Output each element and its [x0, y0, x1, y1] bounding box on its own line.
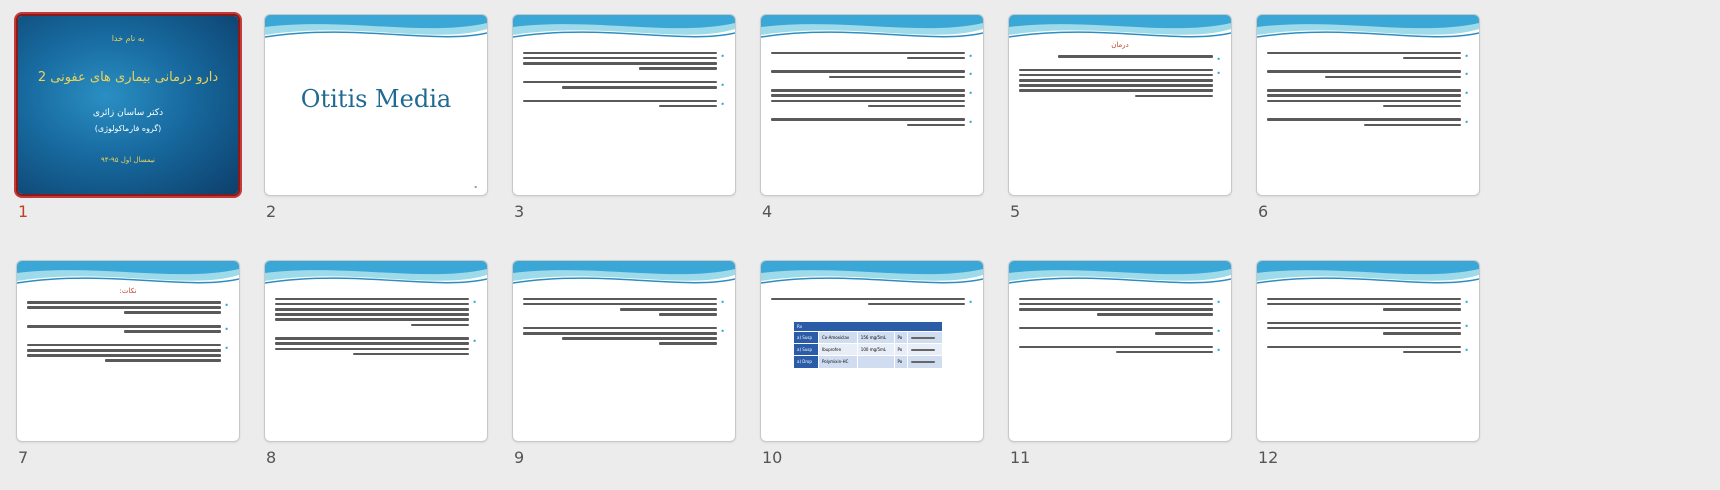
header-wave — [265, 261, 487, 295]
title-slide-background — [18, 16, 238, 194]
slide-preview — [1008, 260, 1232, 442]
slide-preview — [760, 260, 984, 442]
slide-preview — [1256, 14, 1480, 196]
slide-number: 8 — [266, 448, 277, 467]
slide-thumbnail-12[interactable] — [1256, 260, 1480, 490]
slide-number: 1 — [18, 202, 29, 221]
slide-number: 3 — [514, 202, 525, 221]
slide-preview — [16, 260, 240, 442]
slide-sorter-grid — [16, 14, 1480, 490]
slide-thumbnail-10[interactable] — [760, 260, 984, 490]
header-wave — [1257, 261, 1479, 295]
slide-body — [275, 295, 477, 366]
table-row: a) Drop Polymixin-HC Po — [794, 356, 943, 368]
slide-body — [771, 49, 973, 137]
header-wave — [513, 15, 735, 49]
title-slide-bismillah: به نام خدا — [111, 34, 145, 43]
header-wave — [1009, 261, 1231, 295]
slide-heading: نکات: — [119, 287, 137, 295]
slide-number: 7 — [18, 448, 29, 467]
prescription-table — [793, 321, 943, 369]
slide-thumbnail-9[interactable] — [512, 260, 736, 490]
slide-thumbnail-1[interactable] — [16, 14, 240, 244]
header-wave — [265, 15, 487, 49]
slide-heading: درمان — [1111, 41, 1129, 49]
slide-preview — [760, 14, 984, 196]
header-wave — [761, 261, 983, 295]
slide-title: Otitis Media — [300, 85, 452, 113]
slide-preview — [512, 260, 736, 442]
header-wave — [761, 15, 983, 49]
slide-body — [1019, 295, 1221, 364]
slide-number: 2 — [266, 202, 277, 221]
slide-number: 12 — [1258, 448, 1279, 467]
slide-body — [523, 295, 725, 356]
slide-number: 6 — [1258, 202, 1269, 221]
slide-body — [1267, 49, 1469, 137]
slide-body — [1019, 41, 1221, 108]
slide-body — [771, 295, 973, 316]
slide-thumbnail-5[interactable] — [1008, 14, 1232, 244]
header-wave — [513, 261, 735, 295]
slide-preview — [264, 14, 488, 196]
slide-body — [1267, 295, 1469, 364]
slide-preview — [1008, 14, 1232, 196]
table-row: a) Susp Ibuprofen 100 mg/5mL Po — [794, 344, 943, 356]
header-wave — [1257, 15, 1479, 49]
slide-number: 4 — [762, 202, 773, 221]
slide-body — [27, 287, 229, 373]
slide-preview — [512, 14, 736, 196]
slide-number: 5 — [1010, 202, 1021, 221]
title-slide-department: (گروه فارماکولوژی) — [94, 124, 162, 133]
slide-thumbnail-4[interactable] — [760, 14, 984, 244]
slide-thumbnail-8[interactable] — [264, 260, 488, 490]
slide-preview — [16, 14, 240, 196]
title-slide-author: دکتر ساسان زائری — [92, 108, 164, 118]
slide-thumbnail-11[interactable] — [1008, 260, 1232, 490]
slide-body — [523, 49, 725, 118]
table-header: Rx — [794, 322, 943, 332]
table-row: a) Susp Co-Amoxiclav 156 mg/5mL Po — [794, 332, 943, 344]
page-mark: ▪ — [474, 184, 477, 189]
slide-thumbnail-7[interactable] — [16, 260, 240, 490]
slide-number: 11 — [1010, 448, 1031, 467]
slide-preview — [1256, 260, 1480, 442]
slide-thumbnail-2[interactable] — [264, 14, 488, 244]
slide-number: 10 — [762, 448, 783, 467]
slide-number: 9 — [514, 448, 525, 467]
title-slide-title: دارو درمانی بیماری های عفونی 2 — [37, 70, 219, 85]
title-slide-semester: نیمسال اول ۹۵-۹۴ — [100, 156, 156, 164]
slide-thumbnail-6[interactable] — [1256, 14, 1480, 244]
slide-thumbnail-3[interactable] — [512, 14, 736, 244]
slide-preview — [264, 260, 488, 442]
